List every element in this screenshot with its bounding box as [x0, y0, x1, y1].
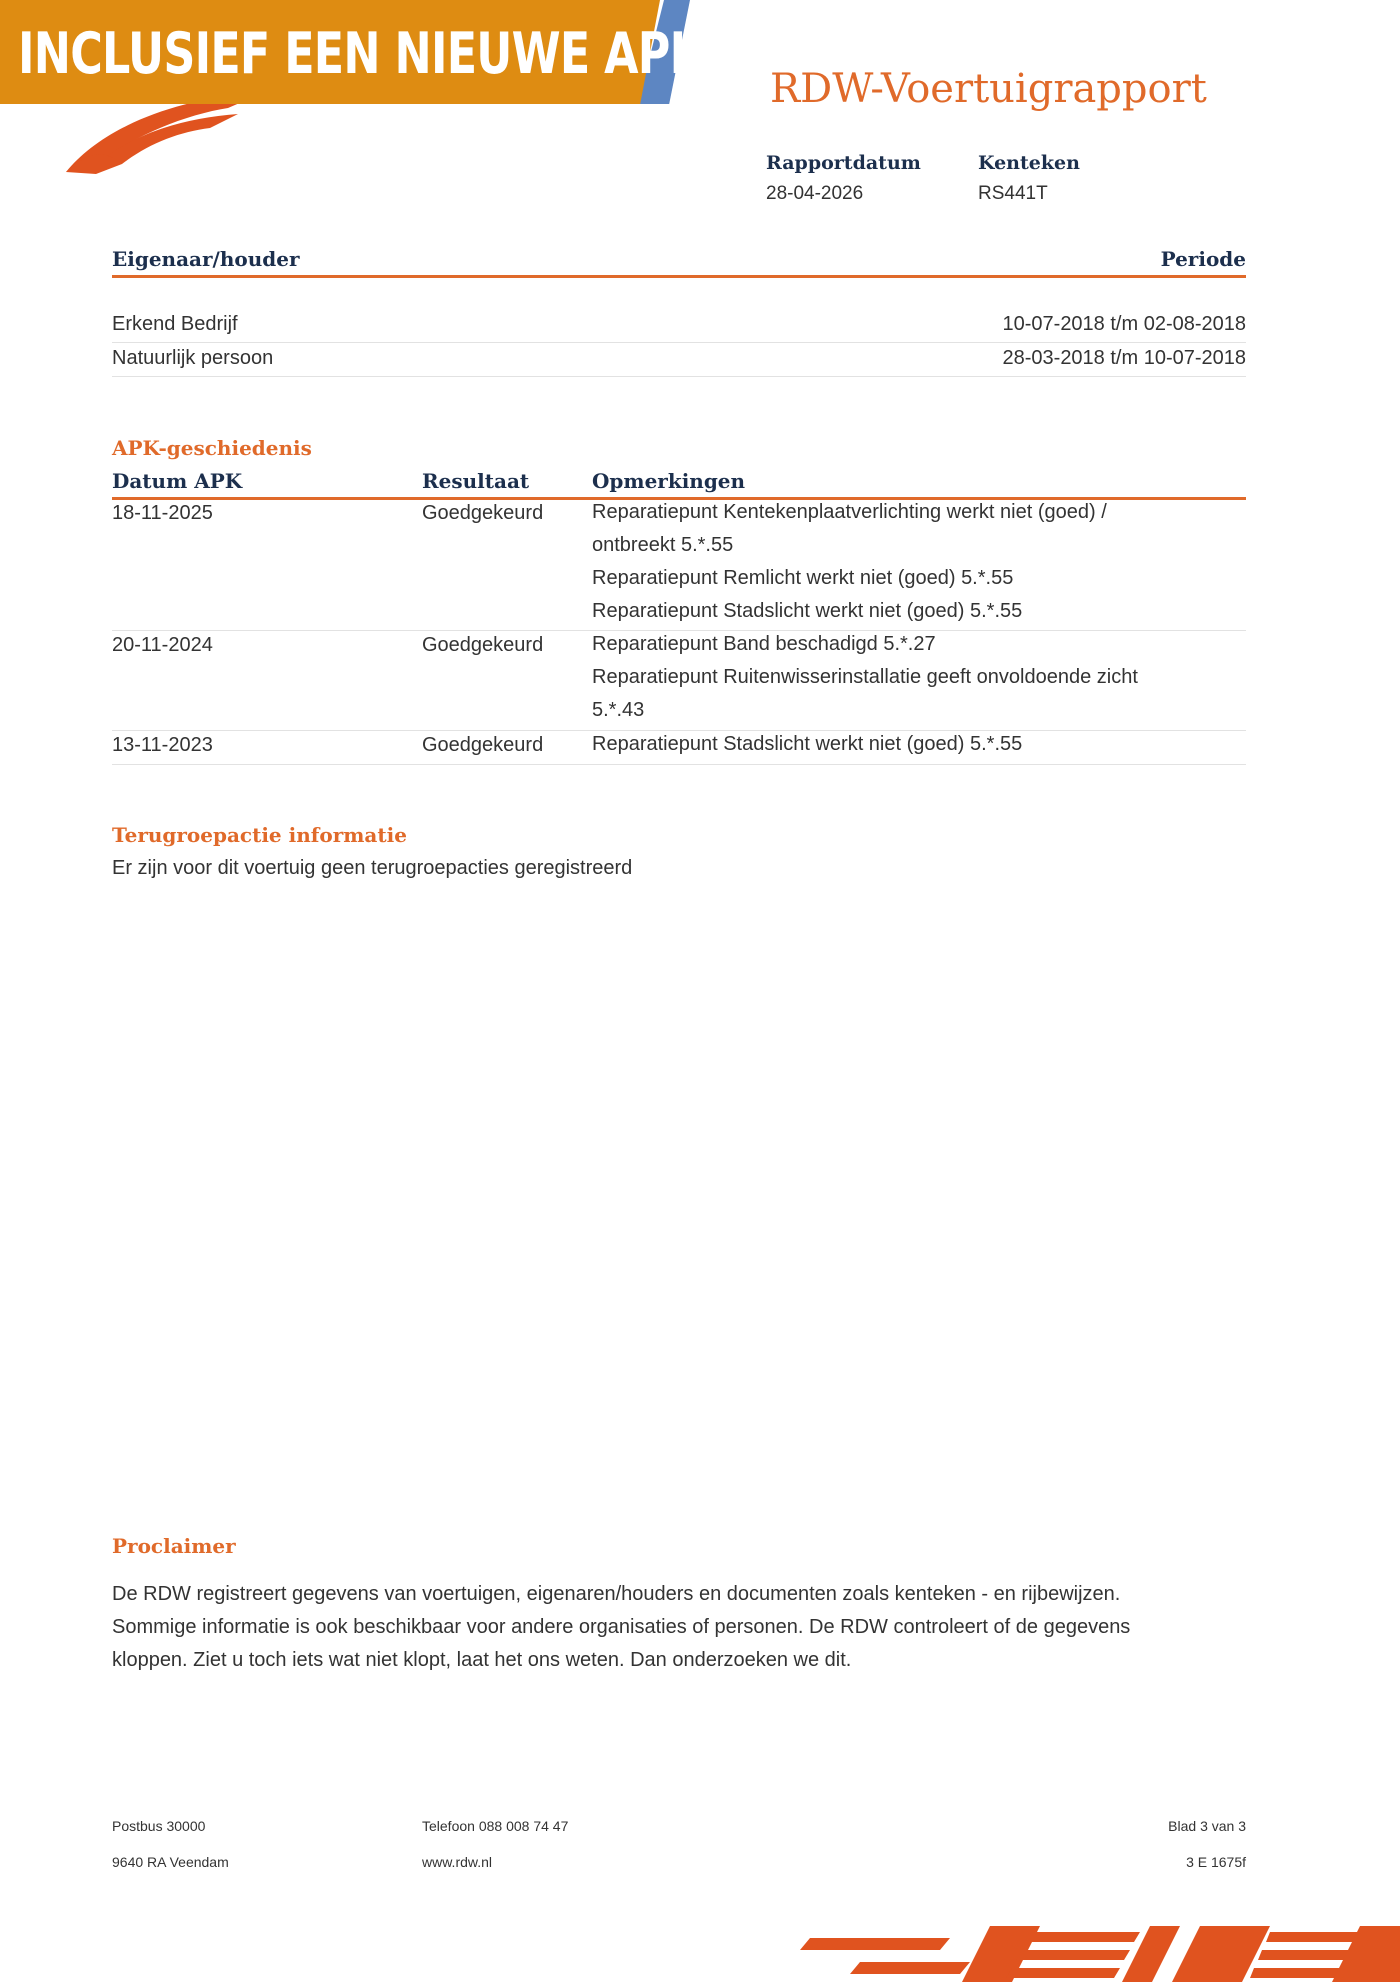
period-cell: 28-03-2018 t/m 10-07-2018 [1002, 347, 1246, 369]
footer-address-1: Postbus 30000 [112, 1818, 206, 1834]
apk-remarks-header: Opmerkingen [592, 469, 746, 493]
apk-result-cell: Goedgekeurd [422, 734, 544, 756]
promo-banner-text: INCLUSIEF EEN NIEUWE APK [18, 21, 704, 87]
apk-section-title: APK-geschiedenis [112, 436, 312, 460]
period-cell: 10-07-2018 t/m 02-08-2018 [1002, 313, 1246, 335]
apk-remarks-cell [592, 496, 1192, 628]
apk-date-cell: 18-11-2025 [112, 502, 213, 524]
footer-phone: Telefoon 088 008 74 47 [422, 1818, 569, 1834]
owner-cell: Natuurlijk persoon [112, 347, 274, 369]
footer-address-2: 9640 RA Veendam [112, 1854, 229, 1870]
proclaimer-line: kloppen. Ziet u toch iets wat niet klopt, laat het ons weten. Dan onderzoeken we dit. [112, 1649, 852, 1671]
rdw-stripes-graphic [800, 1918, 1400, 1982]
row-divider [112, 376, 1246, 377]
apk-result-header: Resultaat [422, 469, 530, 493]
owners-header-rule [112, 275, 1246, 278]
apk-result-cell: Goedgekeurd [422, 634, 544, 656]
remark-line: Reparatiepunt Kentekenplaatverlichting werkt niet (goed) / [592, 501, 1107, 523]
apk-date-cell: 13-11-2023 [112, 734, 213, 756]
remark-line: Reparatiepunt Remlicht werkt niet (goed) 5.*.55 [592, 567, 1014, 589]
rapportdatum-value: 28-04-2026 [766, 183, 864, 204]
recall-text: Er zijn voor dit voertuig geen terugroepacties geregistreerd [112, 857, 633, 879]
apk-date-header: Datum APK [112, 469, 243, 493]
owner-cell: Erkend Bedrijf [112, 313, 238, 335]
rapportdatum-label: Rapportdatum [766, 152, 921, 174]
remark-line: Reparatiepunt Stadslicht werkt niet (goed) 5.*.55 [592, 600, 1023, 622]
period-column-header: Periode [1160, 247, 1246, 271]
proclaimer-line: Sommige informatie is ook beschikbaar voor andere organisaties of personen. De RDW controleert of de gegevens [112, 1616, 1131, 1638]
remark-line: ontbreekt 5.*.55 [592, 534, 734, 556]
footer-page-number: Blad 3 van 3 [1168, 1818, 1246, 1834]
owner-column-header: Eigenaar/houder [112, 247, 300, 271]
apk-date-cell: 20-11-2024 [112, 634, 213, 656]
apk-remarks-cell [592, 628, 1192, 727]
footer-doc-code: 3 E 1675f [1186, 1854, 1246, 1870]
proclaimer-title: Proclaimer [112, 1534, 236, 1558]
remark-line: Reparatiepunt Stadslicht werkt niet (goed) 5.*.55 [592, 733, 1023, 755]
proclaimer-text [112, 1578, 1252, 1677]
apk-result-cell: Goedgekeurd [422, 502, 544, 524]
row-divider [112, 342, 1246, 343]
kenteken-label: Kenteken [978, 152, 1080, 174]
recall-section-title: Terugroepactie informatie [112, 823, 407, 847]
proclaimer-line: De RDW registreert gegevens van voertuigen, eigenaren/houders en documenten zoals kenteken - en rijbewijzen. [112, 1583, 1121, 1605]
report-title: RDW-Voertuigrapport [770, 66, 1207, 112]
remark-line: Reparatiepunt Band beschadigd 5.*.27 [592, 633, 936, 655]
apk-remarks-cell [592, 728, 1192, 761]
footer-website: www.rdw.nl [422, 1854, 493, 1870]
remark-line: Reparatiepunt Ruitenwisserinstallatie geeft onvoldoende zicht [592, 666, 1138, 688]
row-divider [112, 764, 1246, 765]
remark-line: 5.*.43 [592, 699, 645, 721]
kenteken-value: RS441T [978, 183, 1048, 204]
